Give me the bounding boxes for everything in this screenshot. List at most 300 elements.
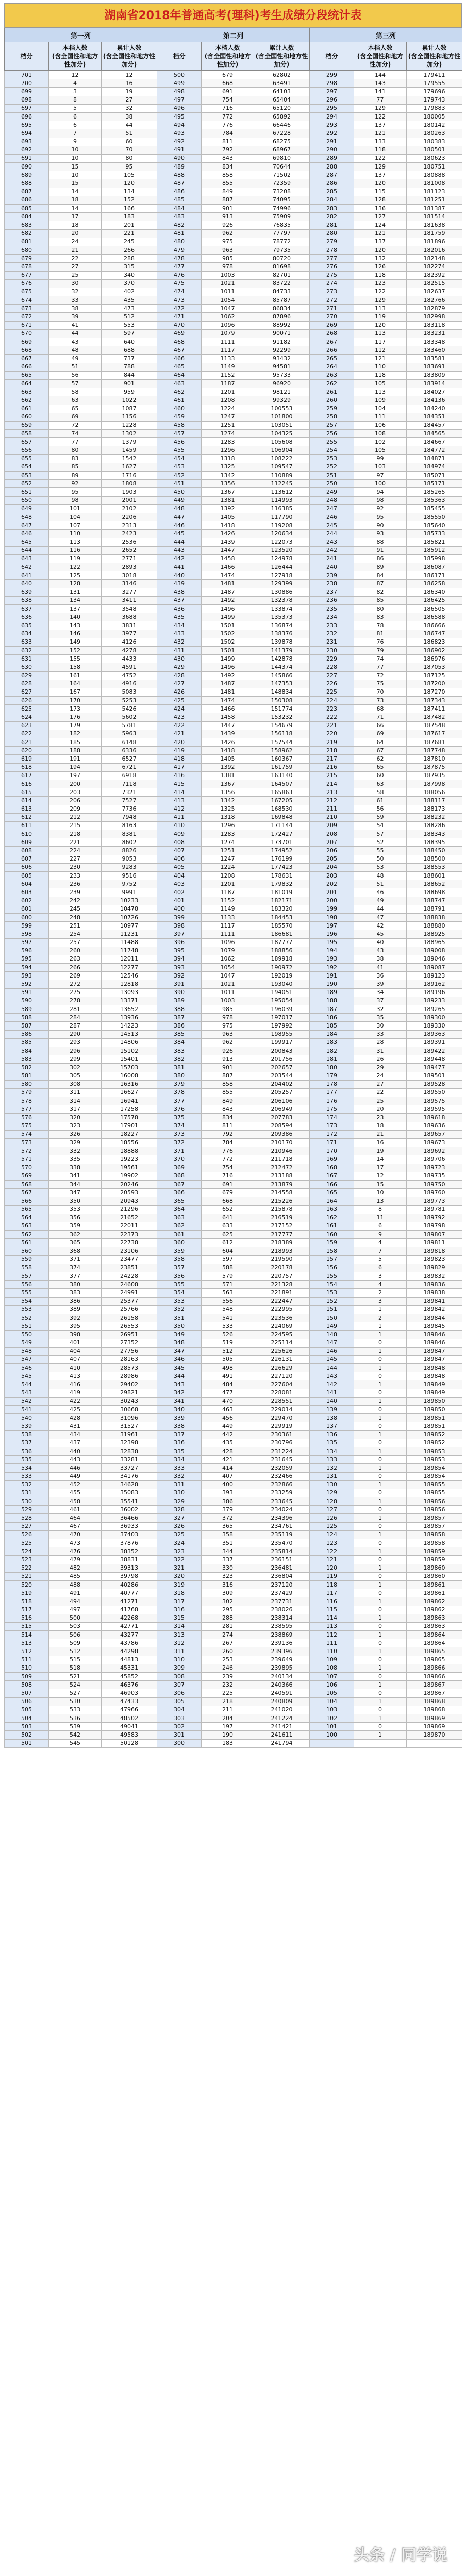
cumulative-cell: 189595 xyxy=(407,1105,462,1114)
cumulative-cell: 188286 xyxy=(407,821,462,830)
count-cell: 1 xyxy=(354,1580,407,1589)
cumulative-cell: 230361 xyxy=(254,1430,310,1439)
score-cell: 618 xyxy=(5,763,49,771)
cumulative-cell: 901 xyxy=(102,379,157,388)
cumulative-cell: 8163 xyxy=(102,821,157,830)
score-cell: 310 xyxy=(157,1656,202,1664)
count-cell: 1502 xyxy=(202,630,254,638)
count-cell: 85 xyxy=(49,463,102,471)
cumulative-cell: 189862 xyxy=(407,1606,462,1614)
count-cell: 149 xyxy=(49,638,102,646)
score-cell: 159 xyxy=(310,1239,354,1247)
count-cell: 83 xyxy=(49,454,102,463)
count-cell: 1356 xyxy=(202,788,254,797)
count-cell: 257 xyxy=(49,938,102,947)
count-cell: 1021 xyxy=(202,279,254,288)
cumulative-cell: 180005 xyxy=(407,112,462,121)
count-cell: 1021 xyxy=(202,980,254,988)
cumulative-cell: 189798 xyxy=(407,1222,462,1230)
cumulative-cell: 241794 xyxy=(254,1739,310,1747)
cumulative-cell: 189867 xyxy=(407,1681,462,1689)
count-cell: 211 xyxy=(202,1706,254,1714)
cumulative-cell: 189692 xyxy=(407,1147,462,1155)
score-cell: 620 xyxy=(5,747,49,755)
cumulative-cell: 238595 xyxy=(254,1622,310,1630)
cumulative-cell: 182392 xyxy=(407,271,462,279)
cumulative-cell: 38352 xyxy=(102,1547,157,1556)
table-row xyxy=(5,138,462,146)
count-cell: 290 xyxy=(49,1030,102,1038)
count-cell: 22 xyxy=(49,255,102,263)
cumulative-cell: 153232 xyxy=(254,713,310,721)
cumulative-cell: 189851 xyxy=(407,1414,462,1422)
score-cell: 218 xyxy=(310,747,354,755)
cumulative-cell: 226629 xyxy=(254,1364,310,1372)
cumulative-cell: 183348 xyxy=(407,338,462,346)
count-cell: 7 xyxy=(354,1247,407,1255)
count-cell: 400 xyxy=(202,1480,254,1489)
cumulative-cell: 42268 xyxy=(102,1614,157,1622)
table-row xyxy=(5,1564,462,1572)
cumulative-cell: 85787 xyxy=(254,296,310,305)
count-cell: 21 xyxy=(354,1130,407,1138)
cumulative-cell: 8826 xyxy=(102,847,157,855)
score-cell: 485 xyxy=(157,196,202,204)
cumulative-cell: 186588 xyxy=(407,613,462,621)
score-cell: 255 xyxy=(310,438,354,446)
cumulative-cell: 133874 xyxy=(254,605,310,613)
score-cell: 301 xyxy=(157,1731,202,1739)
score-cell: 239 xyxy=(310,571,354,580)
count-cell: 71 xyxy=(354,713,407,721)
table-row xyxy=(5,1489,462,1497)
count-cell: 443 xyxy=(49,1456,102,1464)
score-cell: 126 xyxy=(310,1514,354,1522)
score-cell: 683 xyxy=(5,221,49,229)
count-cell: 604 xyxy=(202,1247,254,1255)
score-cell: 516 xyxy=(5,1614,49,1622)
cumulative-cell: 130886 xyxy=(254,588,310,596)
score-cell: 463 xyxy=(157,379,202,388)
score-cell: 429 xyxy=(157,663,202,671)
cumulative-cell: 233259 xyxy=(254,1489,310,1497)
cumulative-cell: 370 xyxy=(102,279,157,288)
score-cell: 117 xyxy=(310,1589,354,1597)
score-cell: 265 xyxy=(310,355,354,363)
score-cell: 400 xyxy=(157,905,202,913)
count-cell: 14 xyxy=(49,205,102,213)
score-cell: 568 xyxy=(5,1180,49,1188)
table-row xyxy=(5,788,462,797)
cumulative-cell: 180501 xyxy=(407,146,462,154)
count-cell: 129 xyxy=(354,163,407,171)
table-row xyxy=(5,1664,462,1672)
cumulative-cell: 150308 xyxy=(254,697,310,705)
score-cell: 379 xyxy=(157,1080,202,1088)
count-cell: 98 xyxy=(354,496,407,504)
cumulative-cell: 13652 xyxy=(102,1005,157,1014)
count-cell: 0 xyxy=(354,1656,407,1664)
count-cell: 1 xyxy=(354,1414,407,1422)
score-cell: 546 xyxy=(5,1364,49,1372)
table-row xyxy=(5,263,462,271)
count-cell: 89 xyxy=(49,472,102,480)
cumulative-cell: 76835 xyxy=(254,221,310,229)
count-cell: 248 xyxy=(49,913,102,921)
score-cell: 664 xyxy=(5,379,49,388)
count-cell: 1 xyxy=(354,1380,407,1389)
score-cell: 553 xyxy=(5,1305,49,1314)
cumulative-cell: 182148 xyxy=(407,255,462,263)
score-cell: 171 xyxy=(310,1139,354,1147)
cumulative-cell: 189860 xyxy=(407,1564,462,1572)
count-cell: 1496 xyxy=(202,605,254,613)
score-cell: 414 xyxy=(157,788,202,797)
count-cell: 287 xyxy=(49,1022,102,1030)
count-cell: 792 xyxy=(202,1130,254,1138)
cumulative-cell: 197017 xyxy=(254,1014,310,1022)
score-cell: 585 xyxy=(5,1038,49,1047)
score-cell: 648 xyxy=(5,513,49,521)
cumulative-cell: 189856 xyxy=(407,1506,462,1514)
score-cell: 318 xyxy=(157,1589,202,1597)
cumulative-cell: 8381 xyxy=(102,830,157,838)
score-cell: 644 xyxy=(5,546,49,554)
count-cell: 17 xyxy=(49,213,102,221)
count-cell: 320 xyxy=(49,1114,102,1122)
table-row xyxy=(5,480,462,488)
cumulative-cell: 23851 xyxy=(102,1264,157,1272)
score-cell: 295 xyxy=(310,104,354,112)
count-cell: 1208 xyxy=(202,872,254,880)
cumulative-cell: 187200 xyxy=(407,680,462,688)
count-cell: 679 xyxy=(202,1189,254,1197)
cumulative-cell: 189528 xyxy=(407,1080,462,1088)
cumulative-cell: 6721 xyxy=(102,763,157,771)
count-cell: 14 xyxy=(354,1155,407,1164)
count-cell: 1149 xyxy=(202,905,254,913)
count-cell: 78 xyxy=(354,621,407,630)
score-cell: 208 xyxy=(310,830,354,838)
cumulative-cell: 240809 xyxy=(254,1697,310,1706)
cumulative-cell: 2893 xyxy=(102,563,157,571)
count-cell: 716 xyxy=(202,104,254,112)
cumulative-cell: 204402 xyxy=(254,1080,310,1088)
cumulative-cell: 18888 xyxy=(102,1147,157,1155)
count-cell: 299 xyxy=(49,1055,102,1064)
cumulative-cell: 174952 xyxy=(254,847,310,855)
cumulative-cell: 8602 xyxy=(102,838,157,847)
score-cell: 364 xyxy=(157,1205,202,1214)
score-cell: 209 xyxy=(310,821,354,830)
score-cell: 325 xyxy=(157,1530,202,1539)
cumulative-cell: 188965 xyxy=(407,938,462,947)
score-cell: 376 xyxy=(157,1105,202,1114)
count-cell: 48 xyxy=(354,872,407,880)
score-cell: 240 xyxy=(310,563,354,571)
count-cell: 414 xyxy=(202,1464,254,1472)
score-cell: 536 xyxy=(5,1447,49,1455)
score-cell: 383 xyxy=(157,1047,202,1055)
table-row xyxy=(5,1389,462,1397)
count-cell: 0 xyxy=(354,1706,407,1714)
cumulative-cell: 75909 xyxy=(254,213,310,221)
count-cell: 1152 xyxy=(202,897,254,905)
cumulative-cell: 233645 xyxy=(254,1497,310,1506)
score-cell: 482 xyxy=(157,221,202,229)
count-cell: 97 xyxy=(354,472,407,480)
cumulative-cell: 1228 xyxy=(102,421,157,429)
cumulative-cell: 189853 xyxy=(407,1456,462,1464)
cumulative-cell: 184871 xyxy=(407,454,462,463)
count-cell: 978 xyxy=(202,263,254,271)
table-row xyxy=(5,922,462,930)
score-cell: 393 xyxy=(157,964,202,972)
cumulative-cell: 95 xyxy=(102,163,157,171)
count-cell: 67 xyxy=(354,747,407,755)
table-row xyxy=(5,630,462,638)
score-cell: 659 xyxy=(5,421,49,429)
score-cell: 461 xyxy=(157,396,202,405)
score-cell: 284 xyxy=(310,196,354,204)
count-cell: 431 xyxy=(49,1422,102,1430)
table-row xyxy=(5,897,462,905)
count-cell: 77 xyxy=(354,663,407,671)
count-cell: 1502 xyxy=(202,638,254,646)
cumulative-cell: 12277 xyxy=(102,964,157,972)
score-cell: 275 xyxy=(310,271,354,279)
score-cell: 458 xyxy=(157,421,202,429)
count-cell: 545 xyxy=(49,1739,102,1747)
score-cell: 129 xyxy=(310,1489,354,1497)
table-row xyxy=(5,1530,462,1539)
cumulative-cell: 45331 xyxy=(102,1664,157,1672)
cumulative-cell: 171144 xyxy=(254,821,310,830)
score-cell: 547 xyxy=(5,1355,49,1363)
score-cell: 403 xyxy=(157,880,202,888)
table-row xyxy=(5,1689,462,1697)
table-row xyxy=(5,1231,462,1239)
count-cell: 302 xyxy=(49,1064,102,1072)
score-cell: 697 xyxy=(5,104,49,112)
count-cell: 136 xyxy=(354,205,407,213)
score-cell: 525 xyxy=(5,1539,49,1547)
count-cell: 1 xyxy=(354,1347,407,1355)
score-cell: 500 xyxy=(157,71,202,79)
score-cell: 222 xyxy=(310,713,354,721)
cumulative-cell: 10233 xyxy=(102,897,157,905)
cumulative-cell: 126444 xyxy=(254,563,310,571)
count-cell: 372 xyxy=(202,1514,254,1522)
score-cell: 655 xyxy=(5,454,49,463)
count-cell: 308 xyxy=(49,1080,102,1088)
score-cell: 507 xyxy=(5,1689,49,1697)
cumulative-cell: 40777 xyxy=(102,1589,157,1597)
score-cell: 333 xyxy=(157,1464,202,1472)
score-cell: 150 xyxy=(310,1314,354,1322)
count-cell: 6 xyxy=(354,1264,407,1272)
cumulative-cell: 189501 xyxy=(407,1072,462,1080)
count-cell: 518 xyxy=(49,1664,102,1672)
count-cell: 1481 xyxy=(202,580,254,588)
score-cell: 579 xyxy=(5,1088,49,1097)
cumulative-cell: 184457 xyxy=(407,421,462,429)
count-cell: 442 xyxy=(202,1430,254,1439)
count-cell: 18 xyxy=(354,1122,407,1130)
score-cell: 114 xyxy=(310,1614,354,1622)
cumulative-cell: 189046 xyxy=(407,955,462,963)
table-row xyxy=(5,747,462,755)
cumulative-cell: 266 xyxy=(102,246,157,254)
table-row xyxy=(5,988,462,997)
score-cell: 237 xyxy=(310,588,354,596)
count-cell: 0 xyxy=(354,1506,407,1514)
cumulative-cell: 45852 xyxy=(102,1673,157,1681)
score-cell: 522 xyxy=(5,1564,49,1572)
cumulative-cell: 189862 xyxy=(407,1597,462,1606)
score-cell: 542 xyxy=(5,1397,49,1405)
score-cell: 496 xyxy=(157,104,202,112)
score-cell: 294 xyxy=(310,112,354,121)
table-row xyxy=(5,1164,462,1172)
score-cell: 678 xyxy=(5,263,49,271)
count-cell: 668 xyxy=(202,1197,254,1205)
score-cell: 690 xyxy=(5,163,49,171)
score-cell: 580 xyxy=(5,1080,49,1088)
score-cell: 158 xyxy=(310,1247,354,1255)
count-cell: 482 xyxy=(49,1564,102,1572)
score-cell: 588 xyxy=(5,1014,49,1022)
count-cell: 137 xyxy=(354,121,407,129)
count-cell: 0 xyxy=(354,1489,407,1497)
score-cell: 541 xyxy=(5,1406,49,1414)
score-cell: 550 xyxy=(5,1331,49,1339)
cumulative-cell: 215878 xyxy=(254,1205,310,1214)
cumulative-cell: 27 xyxy=(102,96,157,104)
cumulative-cell: 189363 xyxy=(407,1030,462,1038)
cumulative-cell: 189811 xyxy=(407,1239,462,1247)
table-row xyxy=(5,1547,462,1556)
cumulative-cell: 186666 xyxy=(407,621,462,630)
cumulative-cell: 103051 xyxy=(254,421,310,429)
table-row xyxy=(5,1305,462,1314)
score-cell: 299 xyxy=(310,71,354,79)
score-cell: 629 xyxy=(5,671,49,680)
score-cell: 430 xyxy=(157,655,202,663)
count-cell: 1 xyxy=(354,1322,407,1331)
score-cell: 140 xyxy=(310,1397,354,1405)
cumulative-cell: 39798 xyxy=(102,1572,157,1580)
score-cell: 563 xyxy=(5,1222,49,1230)
cumulative-cell: 188500 xyxy=(407,855,462,863)
table-row xyxy=(5,1464,462,1472)
cumulative-cell: 33281 xyxy=(102,1456,157,1464)
cumulative-cell: 65120 xyxy=(254,104,310,112)
score-cell: 513 xyxy=(5,1639,49,1647)
score-cell: 681 xyxy=(5,238,49,246)
count-cell: 811 xyxy=(202,138,254,146)
table-row xyxy=(5,546,462,554)
count-cell: 1356 xyxy=(202,480,254,488)
count-cell: 0 xyxy=(354,1589,407,1597)
table-row xyxy=(5,513,462,521)
cumulative-header: 累计人数 (含全国性和地方性加分) xyxy=(407,42,462,71)
count-cell: 473 xyxy=(49,1539,102,1547)
score-cell: 380 xyxy=(157,1072,202,1080)
score-cell: 611 xyxy=(5,821,49,830)
score-cell: 125 xyxy=(310,1522,354,1530)
score-cell: 658 xyxy=(5,430,49,438)
cumulative-cell: 189781 xyxy=(407,1205,462,1214)
count-cell: 633 xyxy=(202,1222,254,1230)
score-cell: 164 xyxy=(310,1197,354,1205)
count-cell: 1 xyxy=(354,1631,407,1639)
count-cell: 0 xyxy=(354,1472,407,1480)
score-cell: 465 xyxy=(157,363,202,371)
cumulative-cell: 179883 xyxy=(407,104,462,112)
table-row xyxy=(5,847,462,855)
count-cell: 963 xyxy=(202,1030,254,1038)
score-cell: 127 xyxy=(310,1506,354,1514)
table-row xyxy=(5,1155,462,1164)
count-cell: 901 xyxy=(202,205,254,213)
score-cell: 603 xyxy=(5,888,49,897)
count-cell: 362 xyxy=(49,1231,102,1239)
cumulative-cell: 182998 xyxy=(407,313,462,321)
table-row xyxy=(5,1622,462,1630)
cumulative-cell: 189391 xyxy=(407,1038,462,1047)
score-cell: 538 xyxy=(5,1430,49,1439)
table-row xyxy=(5,1597,462,1606)
table-row xyxy=(5,1072,462,1080)
count-cell: 133 xyxy=(354,138,407,146)
count-cell: 858 xyxy=(202,1080,254,1088)
score-cell: 502 xyxy=(5,1731,49,1739)
cumulative-cell: 96920 xyxy=(254,379,310,388)
count-cell: 1247 xyxy=(202,413,254,421)
cumulative-cell: 65892 xyxy=(254,112,310,121)
cumulative-cell: 227604 xyxy=(254,1380,310,1389)
count-cell: 491 xyxy=(49,1589,102,1597)
cumulative-cell: 181251 xyxy=(407,196,462,204)
score-cell: 180 xyxy=(310,1064,354,1072)
score-cell: 109 xyxy=(310,1656,354,1664)
count-cell: 1 xyxy=(354,1530,407,1539)
count-cell: 784 xyxy=(202,1139,254,1147)
cumulative-cell: 158962 xyxy=(254,747,310,755)
score-cell: 627 xyxy=(5,688,49,696)
score-cell: 330 xyxy=(157,1489,202,1497)
count-cell: 347 xyxy=(49,1189,102,1197)
count-cell: 121 xyxy=(354,129,407,138)
count-cell: 422 xyxy=(49,1397,102,1405)
table-row xyxy=(5,1264,462,1272)
count-cell: 1381 xyxy=(202,496,254,504)
score-cell: 552 xyxy=(5,1314,49,1322)
cumulative-cell: 112245 xyxy=(254,480,310,488)
score-cell: 508 xyxy=(5,1681,49,1689)
count-cell: 115 xyxy=(354,188,407,196)
count-cell: 11 xyxy=(354,1214,407,1222)
count-cell: 1224 xyxy=(202,405,254,413)
table-row xyxy=(5,1030,462,1038)
score-cell: 425 xyxy=(157,697,202,705)
cumulative-cell: 1022 xyxy=(102,396,157,405)
count-cell: 76 xyxy=(354,638,407,646)
count-cell: 498 xyxy=(202,1364,254,1372)
cumulative-cell: 183 xyxy=(102,213,157,221)
cumulative-cell: 189760 xyxy=(407,1189,462,1197)
